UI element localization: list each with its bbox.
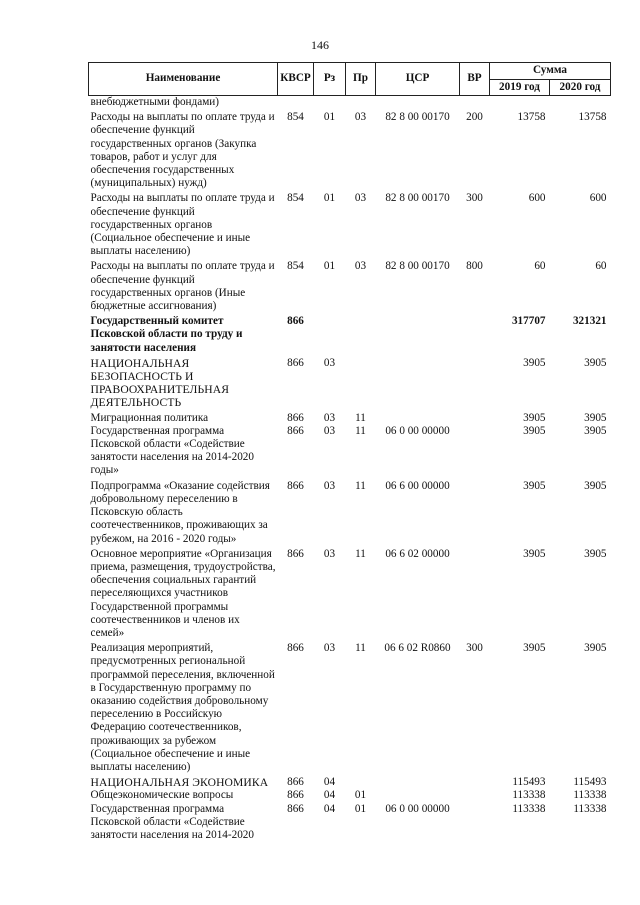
table-body bbox=[89, 96, 611, 843]
cell-y2019: 317707 bbox=[511, 315, 546, 328]
cell-pr: 11 bbox=[355, 411, 366, 424]
table-row bbox=[89, 640, 611, 774]
cell-csr bbox=[376, 96, 460, 110]
cell-csr: 06 0 00 00000 bbox=[385, 802, 450, 815]
cell-rz: 03 bbox=[323, 547, 336, 560]
table-row bbox=[89, 425, 611, 478]
cell-rz: 01 bbox=[323, 192, 336, 205]
cell-rz: 03 bbox=[323, 356, 336, 369]
cell-y2019: 3905 bbox=[523, 547, 546, 560]
cell-name: Расходы на выплаты по оплате труда и обеспечение функций государственных органов (Закупка товаров, работ и услуг для обеспечения государственных (муниципальных) нужд) bbox=[90, 111, 275, 190]
cell-vr bbox=[460, 313, 490, 355]
cell-kvsr: 854 bbox=[287, 260, 304, 273]
cell-csr: 06 6 00 00000 bbox=[385, 479, 450, 492]
cell-kvsr: 866 bbox=[287, 356, 304, 369]
cell-y2019: 13758 bbox=[517, 111, 546, 124]
cell-y2019: 60 bbox=[534, 260, 546, 273]
cell-vr bbox=[460, 355, 490, 410]
cell-pr: 11 bbox=[355, 479, 366, 492]
cell-pr: 11 bbox=[355, 424, 366, 437]
cell-y2020: 3905 bbox=[584, 642, 607, 655]
cell-kvsr: 854 bbox=[287, 111, 304, 124]
cell-y2019: 3905 bbox=[523, 642, 546, 655]
cell-csr: 82 8 00 00170 bbox=[385, 260, 450, 273]
cell-y2020: 3905 bbox=[584, 479, 607, 492]
cell-kvsr: 866 bbox=[287, 776, 304, 789]
cell-pr: 01 bbox=[354, 802, 367, 815]
header-csr: ЦСР bbox=[376, 63, 460, 96]
cell-kvsr bbox=[278, 96, 314, 110]
cell-kvsr: 866 bbox=[287, 802, 304, 815]
cell-y2020: 3905 bbox=[584, 356, 607, 369]
cell-vr bbox=[460, 774, 490, 789]
cell-csr: 06 6 02 R0860 bbox=[384, 642, 451, 655]
cell-csr: 06 6 02 00000 bbox=[385, 547, 450, 560]
cell-csr bbox=[376, 355, 460, 410]
cell-rz: 04 bbox=[323, 776, 336, 789]
cell-kvsr: 866 bbox=[287, 411, 304, 424]
cell-y2020: 600 bbox=[589, 192, 607, 205]
cell-name: Миграционная политика bbox=[90, 411, 209, 424]
cell-rz: 03 bbox=[323, 411, 336, 424]
cell-y2019: 3905 bbox=[523, 479, 546, 492]
cell-kvsr: 866 bbox=[287, 789, 304, 802]
cell-rz bbox=[314, 96, 346, 110]
cell-y2020: 115493 bbox=[573, 776, 607, 789]
cell-kvsr: 866 bbox=[287, 642, 304, 655]
cell-y2019: 113338 bbox=[512, 789, 546, 802]
cell-pr bbox=[346, 355, 376, 410]
cell-name: Государственный комитет Псковской области по труду и занятости населения bbox=[90, 315, 243, 354]
cell-vr bbox=[460, 789, 490, 802]
cell-rz: 03 bbox=[323, 642, 336, 655]
cell-rz: 04 bbox=[323, 789, 336, 802]
page-number: 146 bbox=[311, 38, 329, 52]
cell-y2020: 60 bbox=[595, 260, 607, 273]
cell-name: Основное мероприятие «Организация приема, размещения, трудоустройства, обеспечения социальных гарантий переселяющихся участников Государственной программы соотечественников и членов их семей» bbox=[90, 547, 276, 639]
cell-csr bbox=[376, 789, 460, 802]
cell-kvsr: 866 bbox=[287, 479, 304, 492]
cell-y2019: 3905 bbox=[523, 411, 546, 424]
header-rz: Рз bbox=[314, 63, 346, 96]
cell-pr bbox=[346, 774, 376, 789]
cell-name: Подпрограмма «Оказание содействия добровольному переселению в Псковскую область соотечественников, проживающих за рубежом, на 2016 - 2020 годы» bbox=[90, 479, 270, 545]
cell-rz: 04 bbox=[323, 802, 336, 815]
cell-y2020: 321321 bbox=[572, 315, 607, 328]
cell-csr bbox=[376, 410, 460, 425]
cell-vr: 200 bbox=[466, 111, 483, 124]
table-header bbox=[89, 63, 611, 96]
cell-pr bbox=[346, 313, 376, 355]
cell-y2019 bbox=[490, 96, 550, 110]
cell-name: Расходы на выплаты по оплате труда и обеспечение функций государственных органов (Социальное обеспечение и иные выплаты населению) bbox=[90, 192, 275, 258]
header-name: Наименование bbox=[89, 63, 278, 96]
cell-vr bbox=[460, 803, 490, 843]
cell-csr: 82 8 00 00170 bbox=[385, 111, 450, 124]
table-row bbox=[89, 410, 611, 425]
cell-y2019: 115493 bbox=[512, 776, 546, 789]
table-row bbox=[89, 774, 611, 789]
cell-name: Расходы на выплаты по оплате труда и обеспечение функций государственных органов (Иные бюджетные ассигнования) bbox=[90, 260, 275, 313]
cell-pr: 03 bbox=[354, 260, 367, 273]
cell-y2019: 113338 bbox=[512, 802, 546, 815]
cell-name: Реализация мероприятий, предусмотренных региональной программой переселения, включенной в Государственную программу по оказанию содействия добровольному переселению в Российскую Федерацию соотечественников, проживающих за рубежом (Социальное обеспечение и иные выплаты населению) bbox=[90, 642, 275, 773]
cell-csr bbox=[376, 313, 460, 355]
cell-kvsr: 866 bbox=[287, 547, 304, 560]
cell-pr bbox=[346, 96, 376, 110]
header-year-2020: 2020 год bbox=[550, 79, 611, 96]
cell-name: НАЦИОНАЛЬНАЯ БЕЗОПАСНОСТЬ И ПРАВООХРАНИТЕЛЬНАЯ ДЕЯТЕЛЬНОСТЬ bbox=[90, 356, 230, 410]
cell-name: Государственная программа Псковской области «Содействие занятости населения на 2014-2020 bbox=[90, 802, 254, 841]
cell-y2019: 3905 bbox=[523, 356, 546, 369]
cell-y2019: 600 bbox=[528, 192, 546, 205]
cell-kvsr: 866 bbox=[287, 424, 304, 437]
cell-name: Общеэкономические вопросы bbox=[90, 789, 234, 802]
budget-table bbox=[88, 62, 611, 842]
table-row bbox=[89, 355, 611, 410]
header-kvsr: КВСР bbox=[278, 63, 314, 96]
cell-vr bbox=[460, 410, 490, 425]
cell-y2019: 3905 bbox=[523, 424, 546, 437]
cell-name: внебюджетными фондами) bbox=[90, 96, 219, 108]
header-pr: Пр bbox=[346, 63, 376, 96]
table-row bbox=[89, 96, 611, 110]
table-row bbox=[89, 789, 611, 802]
cell-rz: 03 bbox=[323, 424, 336, 437]
cell-rz: 03 bbox=[323, 479, 336, 492]
cell-vr: 300 bbox=[466, 642, 483, 655]
cell-vr bbox=[460, 546, 490, 640]
cell-kvsr: 866 bbox=[287, 315, 304, 328]
cell-csr: 82 8 00 00170 bbox=[385, 192, 450, 205]
cell-vr bbox=[460, 425, 490, 478]
cell-vr: 800 bbox=[466, 260, 483, 273]
table-row bbox=[89, 803, 611, 843]
cell-pr: 03 bbox=[354, 192, 367, 205]
cell-rz: 01 bbox=[323, 260, 336, 273]
cell-y2020: 3905 bbox=[584, 411, 607, 424]
cell-y2020: 3905 bbox=[584, 424, 607, 437]
cell-csr bbox=[376, 774, 460, 789]
cell-vr bbox=[460, 478, 490, 546]
cell-name: НАЦИОНАЛЬНАЯ ЭКОНОМИКА bbox=[90, 776, 269, 790]
header-summa: Сумма bbox=[490, 63, 611, 80]
table-row bbox=[89, 190, 611, 258]
cell-y2020: 3905 bbox=[584, 547, 607, 560]
header-vr: ВР bbox=[460, 63, 490, 96]
table-row bbox=[89, 109, 611, 190]
table-row bbox=[89, 478, 611, 546]
cell-y2020: 13758 bbox=[578, 111, 607, 124]
table-row bbox=[89, 313, 611, 355]
table-row bbox=[89, 258, 611, 313]
table-row bbox=[89, 546, 611, 640]
cell-kvsr: 854 bbox=[287, 192, 304, 205]
cell-name: Государственная программа Псковской области «Содействие занятости населения на 2014-2020 годы» bbox=[90, 424, 254, 477]
cell-pr: 11 bbox=[355, 642, 366, 655]
cell-vr: 300 bbox=[466, 192, 483, 205]
cell-pr: 11 bbox=[355, 547, 366, 560]
cell-rz bbox=[314, 313, 346, 355]
cell-csr: 06 0 00 00000 bbox=[385, 424, 450, 437]
header-year-2019: 2019 год bbox=[490, 79, 550, 96]
cell-pr: 01 bbox=[354, 789, 367, 802]
cell-rz: 01 bbox=[323, 111, 336, 124]
cell-y2020: 113338 bbox=[573, 789, 607, 802]
cell-y2020 bbox=[550, 96, 611, 110]
cell-pr: 03 bbox=[354, 111, 367, 124]
cell-y2020: 113338 bbox=[573, 802, 607, 815]
cell-vr bbox=[460, 96, 490, 110]
